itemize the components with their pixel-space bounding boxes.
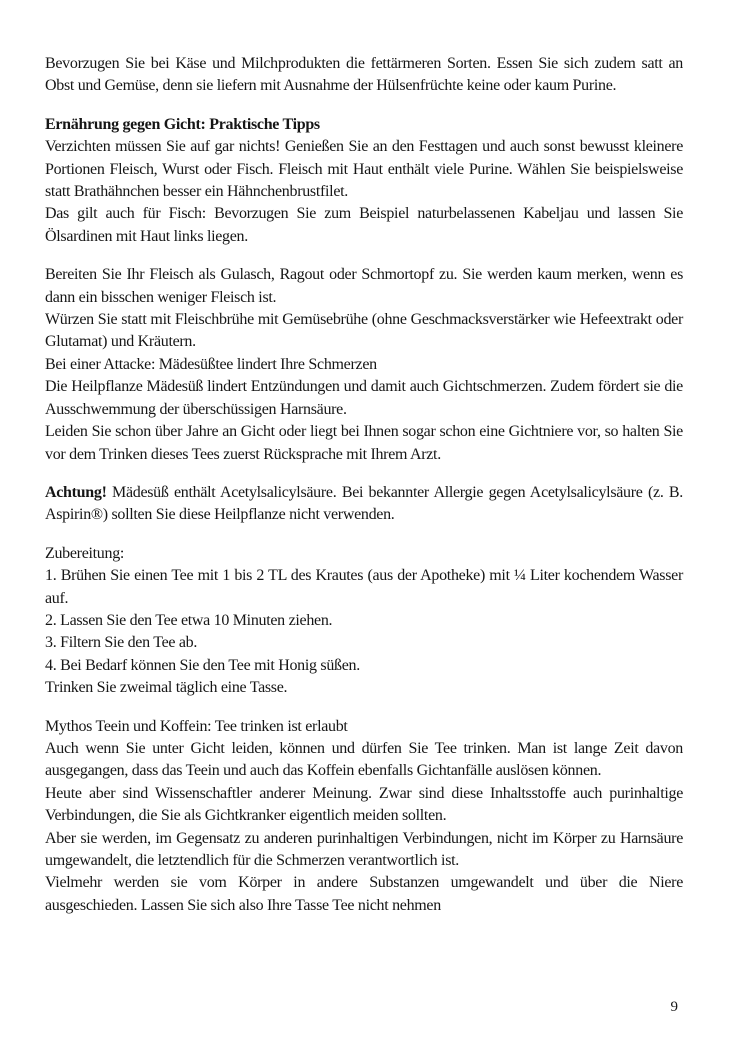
paragraph: Vielmehr werden sie vom Körper in andere Substanzen umgewandelt und über die Niere ausgeschieden. Lassen Sie sich also Ihre Tasse Tee nicht nehmen <box>45 874 683 914</box>
document-content <box>45 53 683 917</box>
blank-line <box>45 466 683 482</box>
paragraph <box>45 482 683 527</box>
paragraph: 3. Filtern Sie den Tee ab. <box>45 634 198 652</box>
paragraph: Die Heilpflanze Mädesüß lindert Entzündungen und damit auch Gichtschmerzen. Zudem fördert sie die Ausschwemmung der überschüssigen Harnsäure. <box>45 378 683 418</box>
paragraph: Heute aber sind Wissenschaftler anderer Meinung. Zwar sind diese Inhaltsstoffe auch purinhaltige Verbindungen, die Sie als Gichtkranker eigentlich meiden sollten. <box>45 784 683 825</box>
paragraph: Würzen Sie statt mit Fleischbrühe mit Gemüsebrühe (ohne Geschmacksverstärker wie Hefeextrakt oder Glutamat) und Kräutern. <box>45 311 683 351</box>
paragraph: Leiden Sie schon über Jahre an Gicht oder liegt bei Ihnen sogar schon eine Gichtniere vor, so halten Sie vor dem Trinken dieses Tees zuerst Rücksprache mit Ihrem Arzt. <box>45 423 683 463</box>
paragraph: Bevorzugen Sie bei Käse und Milchprodukten die fettärmeren Sorten. Essen Sie sich zudem satt an Obst und Gemüse, denn sie liefern mit Ausnahme der Hülsenfrüchte keine oder kaum Purine. <box>45 55 683 95</box>
section-heading: Ernährung gegen Gicht: Praktische Tipps <box>45 115 320 133</box>
paragraph: Trinken Sie zweimal täglich eine Tasse. <box>45 679 288 697</box>
paragraph: Zubereitung: <box>45 544 125 562</box>
page-number: 9 <box>670 999 678 1015</box>
bold-run: Achtung! <box>45 483 107 501</box>
blank-line <box>45 700 683 716</box>
paragraph: Bereiten Sie Ihr Fleisch als Gulasch, Ragout oder Schmortopf zu. Sie werden kaum merken, wenn es dann ein bisschen weniger Fleisch ist. <box>45 266 683 306</box>
paragraph: 2. Lassen Sie den Tee etwa 10 Minuten ziehen. <box>45 611 333 629</box>
paragraph: Mythos Teein und Koffein: Tee trinken ist erlaubt <box>45 717 348 735</box>
blank-line <box>45 248 683 264</box>
paragraph: Verzichten müssen Sie auf gar nichts! Genießen Sie an den Festtagen und auch sonst bewusst kleinere Portionen Fleisch, Wurst oder Fisch. Fleisch mit Haut enthält viele Purine. Wählen Sie beispielsweise statt Brathähnchen besser ein Hähnchenbrustfilet. <box>45 138 683 201</box>
paragraph: 1. Brühen Sie einen Tee mit 1 bis 2 TL des Krautes (aus der Apotheke) mit ¼ Liter kochendem Wasser auf. <box>45 567 683 607</box>
paragraph: Auch wenn Sie unter Gicht leiden, können und dürfen Sie Tee trinken. Man ist lange Zeit davon ausgegangen, dass das Teein und auch das Koffein ebenfalls Gichtanfälle auslösen können. <box>45 739 683 780</box>
page-footer <box>671 999 679 1016</box>
blank-line <box>45 98 683 114</box>
paragraph: Bei einer Attacke: Mädesüßtee lindert Ihre Schmerzen <box>45 355 377 373</box>
paragraph-text: Mädesüß enthält Acetylsalicylsäure. Bei bekannter Allergie gegen Acetylsalicylsäure (z. B. Aspirin®) sollten Sie diese Heilpflanze nicht verwenden. <box>45 483 683 524</box>
paragraph: Das gilt auch für Fisch: Bevorzugen Sie zum Beispiel naturbelassenen Kabeljau und lassen Sie Ölsardinen mit Haut links liegen. <box>45 205 683 245</box>
paragraph: Aber sie werden, im Gegensatz zu anderen purinhaltigen Verbindungen, nicht im Körper zu Harnsäure umgewandelt, die letztendlich für die Schmerzen verantwortlich ist. <box>45 829 683 869</box>
blank-line <box>45 527 683 543</box>
paragraph: 4. Bei Bedarf können Sie den Tee mit Honig süßen. <box>45 656 360 674</box>
